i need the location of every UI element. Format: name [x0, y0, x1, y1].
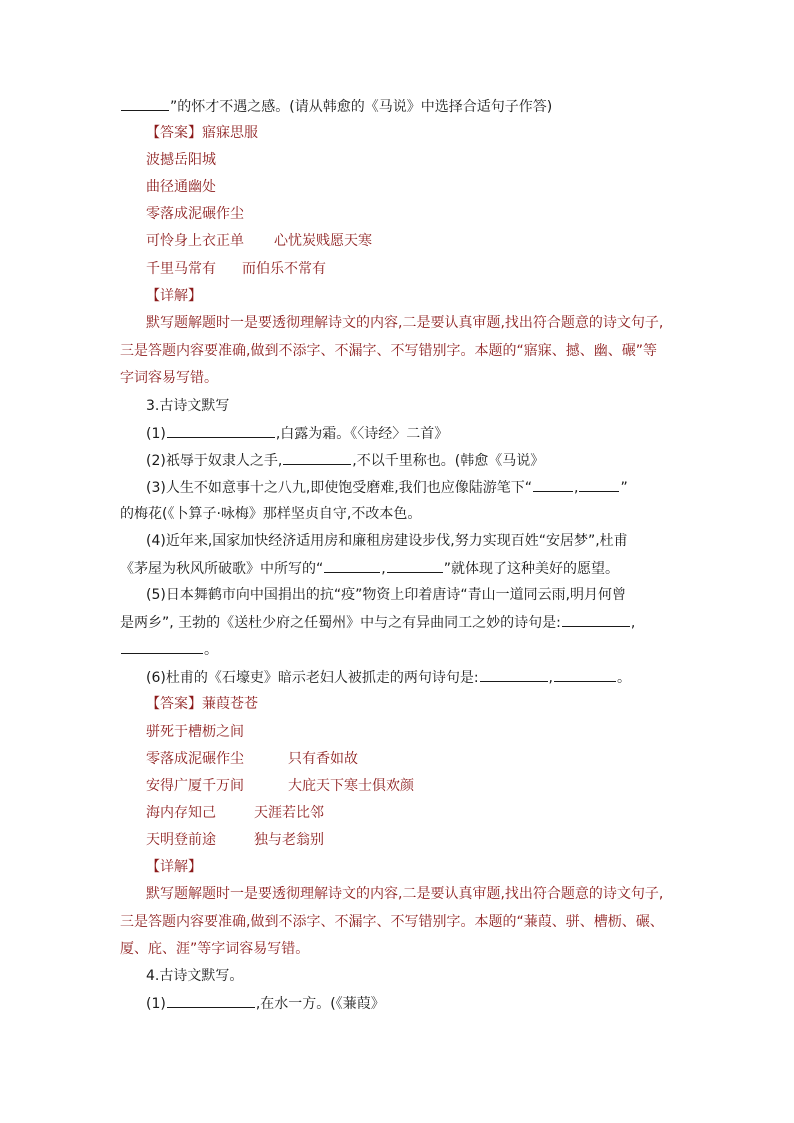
- question-line: 。: [120, 639, 218, 660]
- answer-line: [146, 123, 258, 143]
- question-line: (2)祇辱于奴隶人之手, ,不以千里称也。(韩愈《马说》: [146, 450, 544, 471]
- answer-line: 千里马常有 而伯乐不常有: [146, 261, 326, 277]
- answer-line: 零落成泥碾作尘: [146, 206, 244, 222]
- question-line: 《茅屋为秋风所破歌》中所写的“ , ”就体现了这种美好的愿望。: [120, 558, 619, 579]
- answer-text: 蒹葭苍苍: [202, 696, 258, 712]
- answer-blank: [533, 477, 573, 492]
- answer-blank: [167, 423, 275, 438]
- answer-line: 骈死于槽枥之间: [146, 724, 244, 740]
- detail-line: 默写题解题时一是要透彻理解诗文的内容,二是要认真审题,找出符合题意的诗文句子,: [146, 886, 664, 902]
- answer-blank: [480, 667, 548, 682]
- question-line: (5)日本舞鹤市向中国捐出的抗“疫”物资上印着唐诗“青山一道同云雨,明月何曾: [146, 587, 627, 603]
- answer-blank: [387, 558, 443, 573]
- answer-blank: [554, 667, 616, 682]
- question-line: (6)杜甫的《石壕吏》暗示老妇人被抓走的两句诗句是: , 。: [146, 667, 631, 688]
- question-line: (1) ,白露为霜。《〈诗经〉二首》: [146, 423, 448, 444]
- detail-label: 【详解】: [146, 288, 202, 304]
- answer-line: [146, 694, 258, 714]
- question-line: (4)近年来,国家加快经济适用房和廉租房建设步伐,努力实现百姓“安居梦”,杜甫: [146, 533, 628, 549]
- detail-line: 厦、庇、涯”等字词容易写错。: [120, 941, 310, 957]
- answer-blank: [283, 450, 351, 465]
- detail-line: 三是答题内容要准确,做到不添字、不漏字、不写错别字。本题的“寤寐、撼、幽、碾”等: [120, 343, 657, 359]
- answer-blank: [579, 477, 619, 492]
- answer-line: 可怜身上衣正单 心忧炭贱愿天寒: [146, 233, 372, 249]
- answer-label: 【答案】: [146, 696, 202, 712]
- question-text: ”的怀才不遇之感。(请从韩愈的《马说》中选择合适句子作答): [170, 99, 553, 115]
- question-title: 3.古诗文默写: [146, 398, 230, 414]
- detail-line: 默写题解题时一是要透彻理解诗文的内容,二是要认真审题,找出符合题意的诗文句子,: [146, 315, 664, 331]
- question-line: 是两乡”, 王勃的《送杜少府之任蜀州》中与之有异曲同工之妙的诗句是: ,: [120, 612, 635, 633]
- answer-line: 天明登前途 独与老翁别: [146, 832, 324, 848]
- answer-label: 【答案】: [146, 125, 202, 141]
- answer-line: 曲径通幽处: [146, 179, 216, 195]
- detail-line: 字词容易写错。: [120, 370, 218, 386]
- question-line: (1) ,在水一方。(《蒹葭》: [146, 993, 385, 1014]
- question-line: (3)人生不如意事十之八九,即使饱受磨难,我们也应像陆游笔下“ , ”: [146, 477, 628, 498]
- answer-line: 零落成泥碾作尘 只有香如故: [146, 751, 358, 767]
- question-line: [120, 96, 552, 117]
- detail-line: 三是答题内容要准确,做到不添字、不漏字、不写错别字。本题的“蒹葭、骈、槽枥、碾、: [120, 914, 664, 930]
- answer-blank: [324, 558, 380, 573]
- answer-blank: [121, 96, 169, 111]
- detail-label: 【详解】: [146, 859, 202, 875]
- answer-text: 寤寐思服: [202, 125, 258, 141]
- question-title: 4.古诗文默写。: [146, 968, 244, 984]
- answer-blank: [121, 639, 203, 654]
- answer-line: 海内存知己 天涯若比邻: [146, 805, 324, 821]
- answer-blank: [562, 612, 630, 627]
- question-line: 的梅花(《卜算子·咏梅》那样坚贞自守,不改本色。: [120, 506, 422, 522]
- answer-line: 波撼岳阳城: [146, 152, 216, 168]
- answer-line: 安得广厦千万间 大庇天下寒士俱欢颜: [146, 778, 414, 794]
- answer-blank: [167, 993, 255, 1008]
